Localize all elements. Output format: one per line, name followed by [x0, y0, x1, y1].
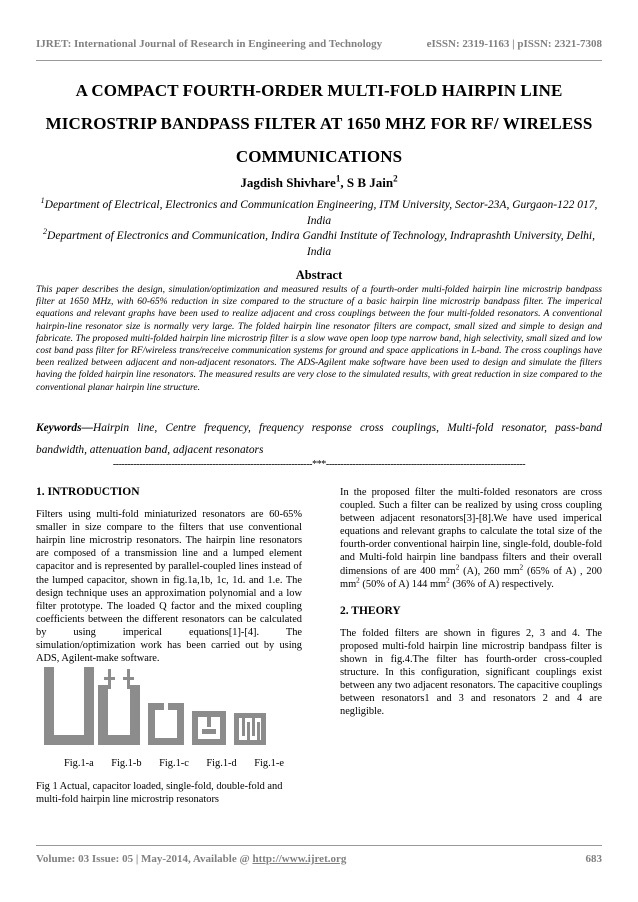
author-2: S B Jain	[346, 175, 394, 190]
resonator-d-inner	[202, 729, 216, 734]
keywords	[36, 417, 602, 461]
fig-label-b: Fig.1-b	[111, 758, 142, 769]
right-paragraph-1	[340, 486, 602, 591]
fig-label-d: Fig.1-d	[206, 758, 237, 769]
figure-labels	[64, 758, 284, 769]
resonator-b	[98, 685, 140, 745]
right-p1-c: (65% of A) , 200 mm	[340, 565, 602, 590]
paper-title: A COMPACT FOURTH-ORDER MULTI-FOLD HAIRPIN LINE MICROSTRIP BANDPASS FILTER AT 1650 MHZ FOR RF/ WIRELESS COMMUNICATIONS	[45, 81, 593, 166]
author-1-sup: 1	[335, 173, 341, 184]
running-header	[36, 38, 602, 50]
affiliation-1-sup: 1	[40, 196, 45, 206]
affiliation-1	[40, 198, 598, 229]
author-1: Jagdish Shivhare	[240, 175, 336, 190]
keywords-text: Hairpin line, Centre frequency, frequency response cross couplings, Multi-fold resonator, pass-band bandwidth, attenuation band, adjacent resonators	[36, 422, 602, 456]
authors	[36, 175, 602, 191]
figure-caption: Fig 1 Actual, capacitor loaded, single-fold, double-fold and multi-fold hairpin line microstrip resonators	[36, 781, 283, 806]
journal-link[interactable]: http://www.ijret.org	[252, 853, 347, 865]
resonator-figure	[44, 667, 302, 747]
footer-left	[36, 853, 346, 865]
theory-heading: 2. THEORY	[340, 604, 401, 617]
author-2-sup: 2	[393, 173, 398, 184]
affiliation-1-text: Department of Electrical, Electronics and Communication Engineering, ITM University, Sector-23A, Gurgaon-122 017, India	[44, 199, 598, 227]
theory-body: The folded filters are shown in figures 2, 3 and 4. The proposed multi-fold hairpin line microstrip bandpass filter is shown in fig.4.The filter has fourth-order cross-coupled structure. In this configuration, significant couplings exist between any two adjacent resonators. The capacitive couplings between resonators1 and 3 and resonators 2 and 4 are negligible.	[340, 627, 602, 718]
affiliation-2-text: Department of Electronics and Communication, Indira Gandhi Institute of Technology, Indraprashth University, Delhi, India	[47, 230, 595, 258]
resonator-b-cap-left-bar	[104, 677, 115, 680]
resonator-b-cap-right-bar	[123, 677, 134, 680]
right-column	[340, 486, 602, 719]
resonator-c	[148, 703, 184, 745]
abstract-body: This paper describes the design, simulation/optimization and measured results of a fourth-order multi-folded hairpin line microstrip bandpass filter at 1650 MHz, with 60-65% reduction in size compared to the structure of a basic hairpin line microstrip bandpass filter. The imperical equations and relevant graphs have been used to realize adjacent and cross couplings between the four multi-folded resonators. A conventional hairpin-line resonator size is normally very large. The folded hairpin line resonator filters are compact, small sized and simple to design and fabricate. The proposed multi-folded hairpin line microstrip filter is a slow wave open loop type narrow band, high selectivity, small sized and low cost band pass filter for RF/wireless trans/receive communication systems for ground and space applications in L-band. The cross couplings have been realized between adjacent and non-adjacent resonators. The ADS-Agilent make software have been used to design and simulate the filters having the folded hairpin line resonators. The measured results are very close to the simulated results, with great reduction in size compared to the conventional planar hairpin line structure.	[36, 284, 602, 393]
resonator-e-finger-2	[247, 722, 250, 740]
resonator-e-finger-1	[242, 718, 245, 736]
header-rule	[36, 60, 602, 61]
page-number: 683	[585, 853, 602, 865]
right-p1-sup4: 2	[446, 576, 450, 585]
affiliation-2-sup: 2	[43, 227, 48, 237]
right-p1-e: (36% of A) respectively.	[449, 578, 554, 590]
right-p1-a: In the proposed filter the multi-folded resonators are cross coupled. Such a filter can be realized by using cross coupling between adjacent resonators[3]-[8].We have used imperical equations and relevant graphs to calculate the total size of the fourth-order conventional hairpin line, single-fold, double-fold and Multi-fold hairpin line bandpass filters and their overall dimensions of are 400 mm	[340, 487, 602, 577]
left-column	[36, 486, 302, 665]
author-sep: ,	[340, 175, 347, 190]
right-p1-b: (A), 260 mm	[459, 565, 520, 577]
resonator-d	[192, 711, 226, 745]
issn: eISSN: 2319-1163 | pISSN: 2321-7308	[426, 38, 602, 50]
section-separator: --------------------------------------------------------------------***--------------------------------------------------------------------	[112, 459, 526, 470]
keywords-label: Keywords—	[36, 422, 93, 434]
fig-label-a: Fig.1-a	[64, 758, 94, 769]
running-footer	[36, 853, 602, 865]
abstract-heading: Abstract	[295, 268, 343, 282]
intro-heading: 1. INTRODUCTION	[36, 486, 140, 498]
resonator-e-finger-4	[257, 722, 260, 740]
resonator-e-finger-3	[252, 718, 255, 736]
footer-volume: Volume: 03 Issue: 05 | May-2014, Available @	[36, 853, 253, 865]
footer-rule	[36, 845, 602, 846]
intro-body: Filters using multi-fold miniaturized resonators are 60-65% smaller in size compare to the filters that use conventional hairpin line microstrip resonators. The hairpin line resonators are composed of a transmission line and a lumped element capacitor and is represented by parallel-coupled lines instead of the lumped capacitor, shown in fig.1a,1b, 1c, 1d. and 1.e. The design technique uses an approximation polynomial and a low filter prototype. The loaded Q factor and the mixed coupling coefficients between the different resonators can be calculated by using imperical equations[1]-[4]. The simulation/optimization work has been carried out by using ADS, Agilent-make software.	[36, 509, 302, 665]
right-p1-sup1: 2	[455, 563, 460, 572]
affiliations	[40, 198, 598, 260]
right-p1-sup3: 2	[356, 576, 360, 585]
affiliation-2	[40, 229, 598, 260]
right-p1-sup2: 2	[519, 563, 524, 572]
fig-label-e: Fig.1-e	[254, 758, 284, 769]
right-p1-d: (50% of A) 144 mm	[359, 578, 447, 590]
resonator-a	[44, 667, 94, 745]
fig-label-c: Fig.1-c	[159, 758, 189, 769]
journal-name: IJRET: International Journal of Research in Engineering and Technology	[36, 38, 383, 50]
